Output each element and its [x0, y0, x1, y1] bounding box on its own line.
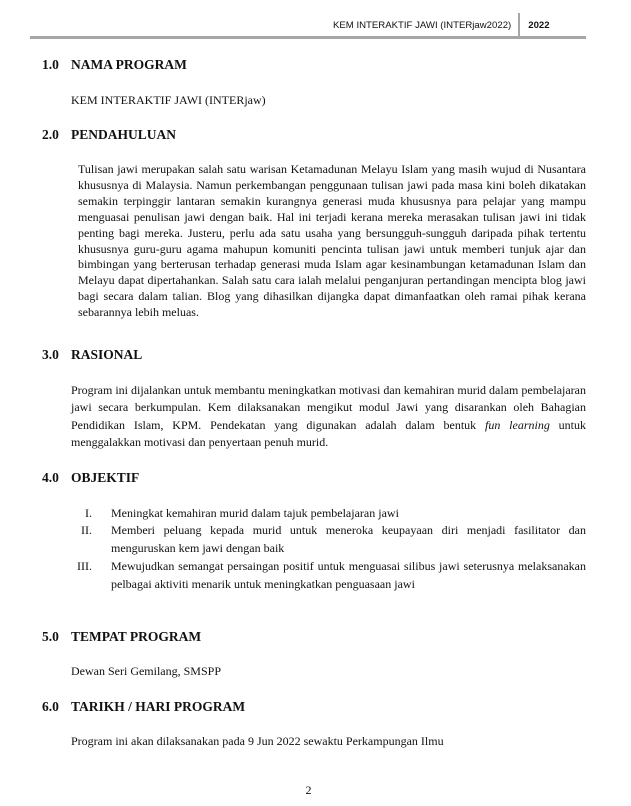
section-title: RASIONAL [71, 347, 143, 362]
section-title: OBJEKTIF [71, 470, 140, 485]
section-number: 5.0 [42, 629, 59, 644]
objective-item [71, 558, 586, 593]
section-title: TEMPAT PROGRAM [71, 629, 202, 644]
objective-numeral: III. [77, 559, 92, 573]
header-rule [30, 36, 586, 39]
page-header [333, 14, 550, 36]
section-title: NAMA PROGRAM [71, 57, 187, 72]
section-heading-rasional [42, 347, 142, 363]
section-heading-objektif [42, 470, 139, 486]
program-name: KEM INTERAKTIF JAWI (INTERjaw) [71, 93, 266, 107]
objective-text: Mewujudkan semangat persaingan positif untuk menguasai silibus jawi seterusnya melaksanakan pelbagai aktiviti menarik untuk meningkatkan penguasaan jawi [111, 559, 586, 591]
program-venue: Dewan Seri Gemilang, SMSPP [71, 664, 221, 678]
objective-numeral: I. [85, 506, 92, 520]
objective-item [71, 522, 586, 557]
rasional-emphasis: fun learning [485, 417, 550, 432]
section-heading-tarikh-hari-program [42, 699, 245, 715]
rasional-text-start: Program ini dijalankan untuk membantu meningkatkan motivasi dan kemahiran murid dalam pembelajaran jawi secara berkumpulan. Kem dilaksanakan mengikut modul Jawi yang disarankan oleh Bahagian Pendidikan Islam, KPM. Pendekatan yang digunakan adalah dalam bentuk [71, 383, 586, 432]
objective-text: Memberi peluang kepada murid untuk meneroka keupayaan diri menjadi fasilitator dan menguruskan kem jawi dengan baik [111, 523, 586, 555]
objective-text: Meningkat kemahiran murid dalam tajuk pembelajaran jawi [111, 506, 399, 520]
pendahuluan-paragraph: Tulisan jawi merupakan salah satu warisan Ketamadunan Melayu Islam yang masih wujud di Nusantara khususnya di Malaysia. Namun perkembangan penggunaan tulisan jawi pada masa kini boleh dikatakan semakin terpinggir lantaran semakin kurangnya generasi muda khususnya para pelajar yang mampu menguasai penulisan jawi dengan baik. Hal ini terjadi kerana mereka merasakan tulisan jawi ini tidak penting bagi mereka. Justeru, perlu ada satu usaha yang bersungguh-sungguh daripada pihak tertentu khususnya guru-guru agama mahupun komuniti pencinta tulisan jawi untuk memberi tunjuk ajar dan bimbingan yang berterusan terhadap generasi muda Islam agar kesinambungan ketamadunan Islam dan Melayu dapat dipertahankan. Salah satu cara ialah melalui penganjuran pertandingan mencipta blog jawi bagi secara dalam talian. Blog yang dihasilkan dijangka dapat dimanfaatkan oleh ramai pihak kerana sebarannya lebih meluas. [78, 162, 586, 320]
rasional-paragraph [71, 382, 586, 451]
section-number: 2.0 [42, 127, 59, 142]
section-number: 4.0 [42, 470, 59, 485]
section-heading-tempat-program [42, 629, 201, 645]
section-number: 3.0 [42, 347, 59, 362]
program-date: Program ini akan dilaksanakan pada 9 Jun 2022 sewaktu Perkampungan Ilmu [71, 734, 444, 748]
section-heading-pendahuluan [42, 127, 176, 143]
section-number: 1.0 [42, 57, 59, 72]
section-heading-nama-program [42, 57, 187, 73]
objective-item [71, 505, 586, 523]
section-title: PENDAHULUAN [71, 127, 177, 142]
objective-numeral: II. [81, 523, 92, 537]
rasional-text-end: untuk menggalakkan motivasi dan penyertaan penuh murid. [71, 417, 586, 449]
section-title: TARIKH / HARI PROGRAM [71, 699, 246, 714]
section-number: 6.0 [42, 699, 59, 714]
header-year: 2022 [528, 19, 550, 31]
page-number: 2 [305, 783, 312, 797]
header-title: KEM INTERAKTIF JAWI (INTERjaw2022) [333, 19, 512, 31]
